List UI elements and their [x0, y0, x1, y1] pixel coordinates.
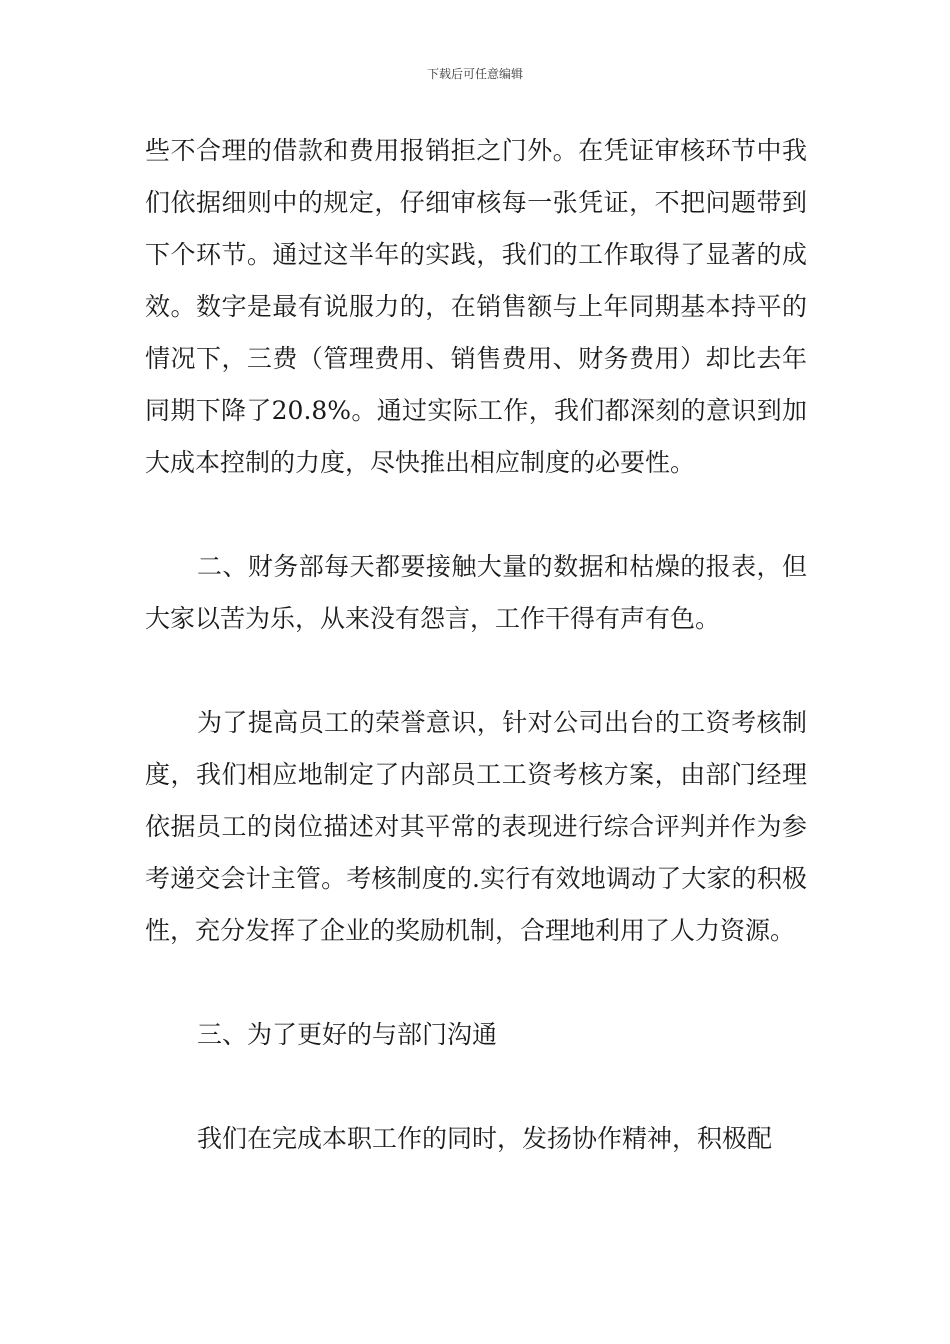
paragraph-5: 我们在完成本职工作的同时，发扬协作精神，积极配 [197, 1124, 773, 1153]
paragraph-4: 三、为了更好的与部门沟通 [197, 1020, 498, 1049]
paragraph-3: 为了提高员工的荣誉意识，针对公司出台的工资考核制度，我们相应地制定了内部员工工资考核方案，由部门经理依据员工的岗位描述对其平常的表现进行综合评判并作为参考递交会计主管。考核制度的.实行有效地调动了大家的积极性，充分发挥了企业的奖励机制，合理地利用了人力资源。 [145, 708, 807, 945]
paragraph-2: 二、财务部每天都要接触大量的数据和枯燥的报表，但大家以苦为乐，从来没有怨言，工作干得有声有色。 [145, 552, 807, 633]
document-body [145, 125, 807, 1165]
page-header: 下载后可任意编辑 [426, 67, 523, 81]
paragraph-1: 些不合理的借款和费用报销拒之门外。在凭证审核环节中我们依据细则中的规定，仔细审核每一张凭证，不把问题带到下个环节。通过这半年的实践，我们的工作取得了显著的成效。数字是最有说服力的，在销售额与上年同期基本持平的情况下，三费（管理费用、销售费用、财务费用）却比去年同期下降了20.8%。通过实际工作，我们都深刻的意识到加大成本控制的力度，尽快推出相应制度的必要性。 [145, 136, 807, 477]
